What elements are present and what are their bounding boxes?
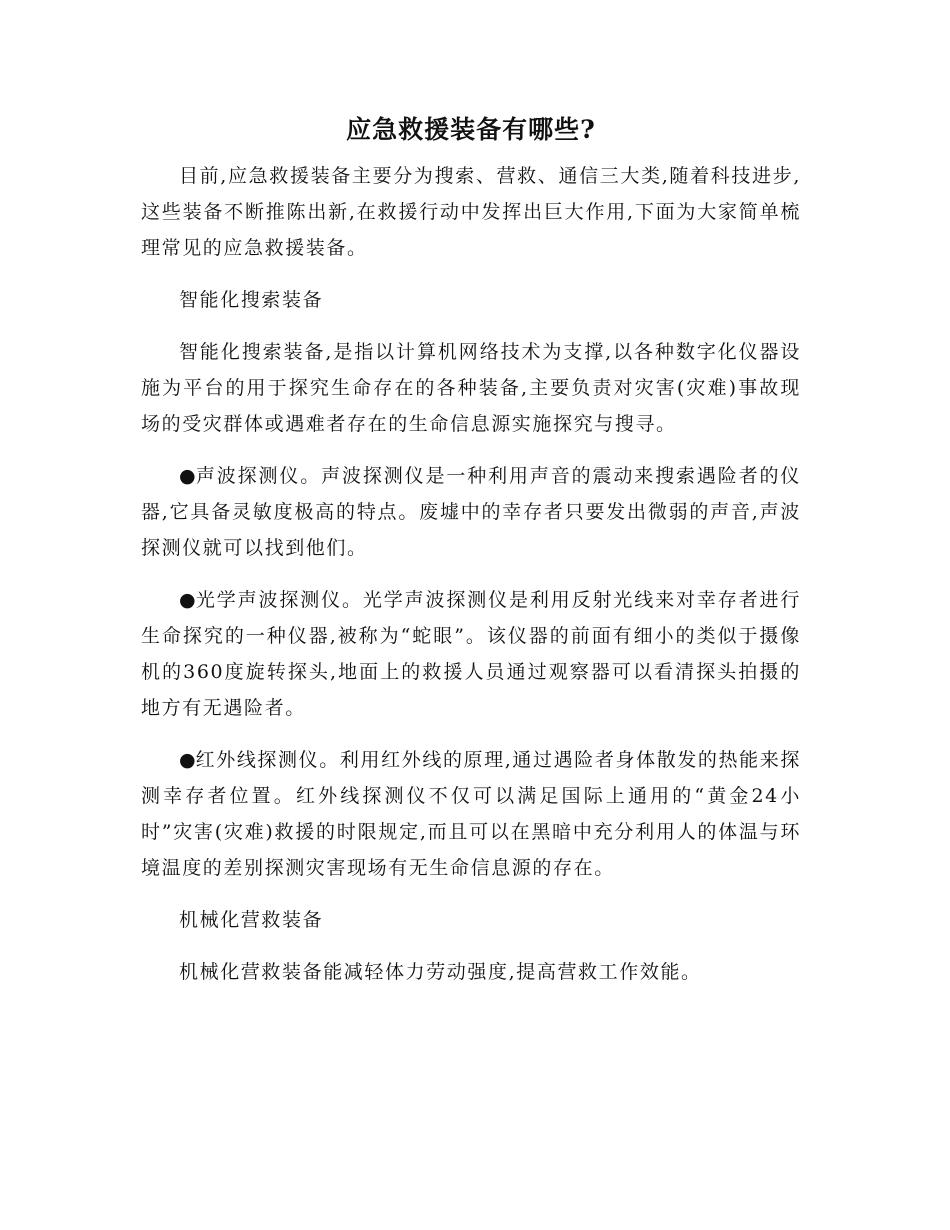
bullet-icon: ● [179,589,196,611]
document-page [141,108,801,1006]
list-item-text: 红外线探测仪。利用红外线的原理,通过遇险者身体散发的热能来探测幸存者位置。红外线探测仪不仅可以满足国际上通用的“黄金24小时”灾害(灾难)救援的时限规定,而且可以在黑暗中充分利用人的体温与环境温度的差别探测灾害现场有无生命信息源的存在。 [141,749,801,879]
list-item-infrared-detector [141,742,801,886]
search-equipment-paragraph: 智能化搜索装备,是指以计算机网络技术为支撑,以各种数字化仪器设施为平台的用于探究生命存在的各种装备,主要负责对灾害(灾难)事故现场的受灾群体或遇难者存在的生命信息源实施探究与搜寻。 [141,341,801,435]
intro-paragraph: 目前,应急救援装备主要分为搜索、营救、通信三大类,随着科技进步,这些装备不断推陈出新,在救援行动中发挥出巨大作用,下面为大家简单梳理常见的应急救援装备。 [141,165,801,259]
list-item-text: 声波探测仪。声波探测仪是一种利用声音的震动来搜索遇险者的仪器,它具备灵敏度极高的特点。废墟中的幸存者只要发出微弱的声音,声波探测仪就可以找到他们。 [141,465,801,559]
list-item-optical-detector [141,582,801,726]
bullet-icon: ● [179,749,196,771]
section-heading-search-equipment: 智能化搜索装备 [179,289,324,311]
list-item-acoustic-detector [141,458,801,566]
bullet-icon: ● [179,465,196,487]
rescue-equipment-paragraph: 机械化营救装备能减轻体力劳动强度,提高营救工作效能。 [179,961,702,983]
section-heading-rescue-equipment: 机械化营救装备 [179,909,324,931]
list-item-text: 光学声波探测仪。光学声波探测仪是利用反射光线来对幸存者进行生命探究的一种仪器,被称为“蛇眼”。该仪器的前面有细小的类似于摄像机的360度旋转探头,地面上的救援人员通过观察器可以看清探头拍摄的地方有无遇险者。 [141,589,801,719]
document-title: 应急救援装备有哪些? [346,115,596,144]
